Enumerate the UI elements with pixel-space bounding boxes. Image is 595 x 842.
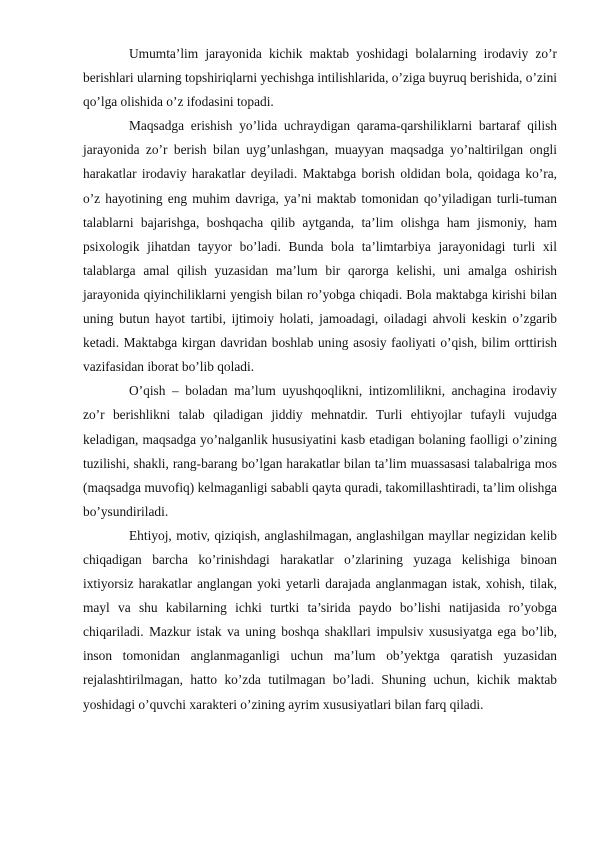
paragraph-1: Umumta’lim jarayonida kichik maktab yoshidagi bolalarning irodaviy zo’r berishlari ularning topshiriqlarni yechishga intilishlarida, o’ziga buyruq berishida, o’zini qo’lga olishida o’z ifodasini topadi. <box>83 46 557 110</box>
paragraph-3: O’qish – boladan ma’lum uyushqoqlikni, intizomlilikni, anchagina irodaviy zo’r berishlikni talab qiladigan jiddiy mehnatdir. Turli ehtiyojlar tufayli vujudga keladigan, maqsadga yo’nalganlik hususiyatini kasb etadigan bolaning faolligi o’zining tuzilishi, shakli, rang-barang bo’lgan harakatlar bilan ta’lim muassasasi talabalriga mos (maqsadga muvofiq) kelmaganligi sababli qayta quradi, takomillashtiradi, ta’lim olishga bo’ysundiriladi. <box>83 383 557 519</box>
paragraph-2: Maqsadga erishish yo’lida uchraydigan qarama-qarshiliklarni bartaraf qilish jarayonida zo’r berish bilan uyg’unlashgan, muayyan maqsadga yo’naltirilgan ongli harakatlar irodaviy harakatlar deyiladi. Maktabga borish oldidan bola, qoidaga ko’ra, o’z hayotining eng muhim davriga, ya’ni maktab tomonidan qo’yiladigan turli-tuman talablarni bajarishga, boshqacha qilib aytganda, ta’lim olishga ham jismoniy, ham psixologik jihatdan tayyor bo’ladi. Bunda bola ta’limtarbiya jarayonidagi turli xil talablarga amal qilish yuzasidan ma’lum bir qarorga kelishi, uni amalga oshirish jarayonida qiyinchiliklarni yengish bilan ro’yobga chiqadi. Bola maktabga kirishi bilan uning butun hayot tartibi, ijtimoiy holati, jamoadagi, oiladagi ahvoli keskin o’zgarib ketadi. Maktabga kirgan davridan boshlab uning asosiy faoliyati o’qish, bilim orttirish vazifasidan iborat bo’lib qoladi. <box>83 118 557 375</box>
paragraph-4: Ehtiyoj, motiv, qiziqish, anglashilmagan, anglashilgan mayllar negizidan kelib chiqadigan barcha ko’rinishdagi harakatlar o’zlarining yuzaga kelishiga binoan ixtiyorsiz harakatlar anglangan yoki yetarli darajada anglanmagan istak, xohish, tilak, mayl va shu kabilarning ichki turtki ta’sirida paydo bo’lishi natijasida ro’yobga chiqariladi. Mazkur istak va uning boshqa shakllari impulsiv xususiyatga ega bo’lib, inson tomonidan anglanmaganligi uchun ma’lum ob’yektga qaratish yuzasidan rejalashtirilmagan, hatto ko’zda tutilmagan bo’ladi. Shuning uchun, kichik maktab yoshidagi o’quvchi xarakteri o’zining ayrim xususiyatlari bilan farq qiladi. <box>83 527 557 712</box>
document-page <box>83 42 557 717</box>
